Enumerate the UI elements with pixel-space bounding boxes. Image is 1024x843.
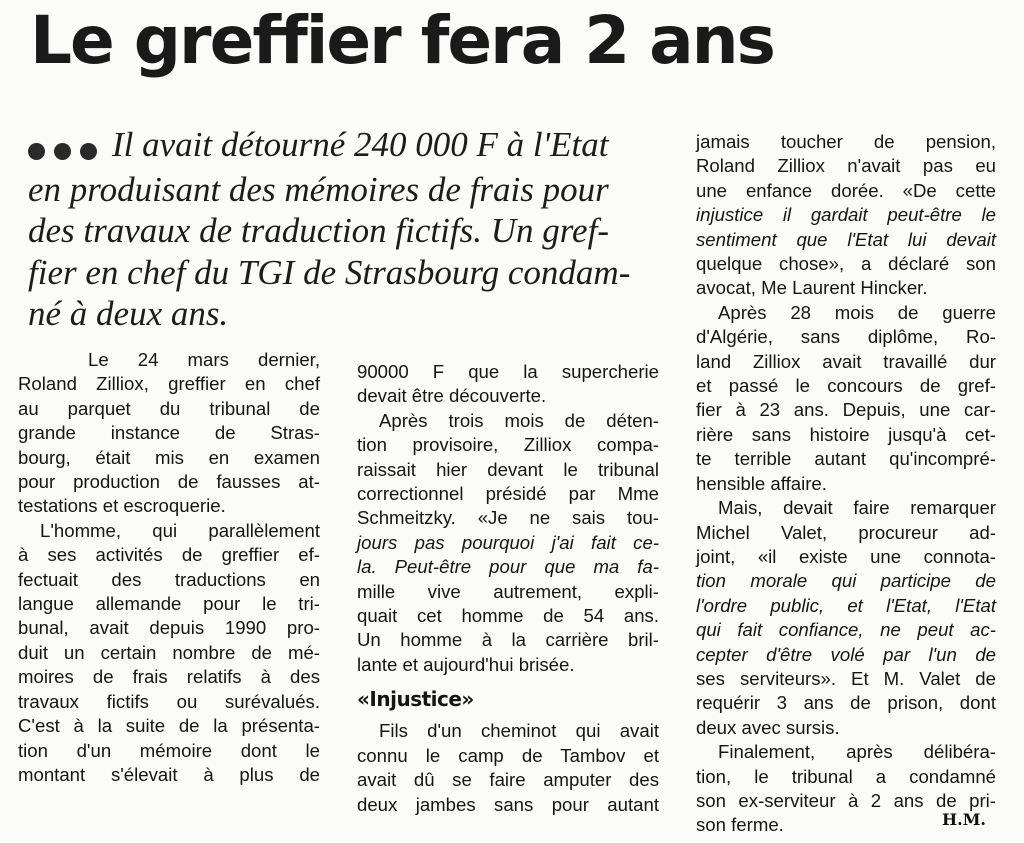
text-line: jamais toucher de pension, [696,131,996,152]
text-line: ses serviteurs». Et M. Valet de [696,667,996,689]
text-line: une enfance dorée. «De cette [696,179,996,201]
section-subheading: «Injustice» [357,687,474,712]
text-line: Michel Valet, procureur ad- [696,521,996,543]
text-line: au parquet du tribunal de [18,397,320,419]
text-line: quait cet homme de 54 ans. [357,605,659,627]
text-line: fier à 23 ans. Depuis, une car- [696,399,996,421]
text-line: l'ordre public, et l'Etat, l'Etat [696,594,996,616]
text-line: sentiment que l'Etat lui devait [696,228,996,250]
text-line: montant s'élevait à plus de [18,763,320,785]
text-line: bourg, était mis en examen [18,446,320,468]
text-line: à ses activités de greffier ef- [18,544,320,566]
text-line: devait être découverte. [357,385,547,407]
text-line: cepter d'être volé par l'un de [696,643,996,665]
text-line: Schmeitzky. «Je ne sais tou- [357,507,659,529]
text-line: bunal, avait depuis 1990 pro- [18,617,320,639]
text-line: hensible affaire. [696,472,827,494]
text-line: deux jambes sans pour autant [357,793,659,815]
text-line: deux avec sursis. [696,716,840,738]
text-line: raissait hier devant le tribunal [357,458,659,480]
text-line: testations et escroquerie. [18,495,226,517]
text-line: joint, «il existe une connota- [696,545,996,567]
text-line: requérir 3 ans de prison, dont [696,692,996,714]
article-column-3 [696,130,996,838]
text-line: Après trois mois de déten- [379,409,659,431]
article-lead [28,124,668,335]
text-line: Le 24 mars dernier, [88,349,320,370]
article-column-2 [357,360,659,817]
text-line: tion provisoire, Zilliox compa- [357,434,659,456]
text-line: quelque chose», a déclaré son [696,253,996,275]
text-line: avait dû se faire amputer des [357,769,659,791]
text-line: Un homme à la carrière bril- [357,629,659,651]
text-line: te terrible autant qu'incompré- [696,448,996,470]
article-column-1 [18,348,320,787]
text-line: Fils d'un cheminot qui avait [379,720,659,742]
text-line: Roland Zilliox n'avait pas eu [696,155,996,177]
text-line: L'homme, qui parallèlement [40,519,320,541]
text-line: avocat, Me Laurent Hincker. [696,277,928,299]
text-line: land Zilliox avait travaillé dur [696,350,996,372]
lead-line: Il avait détourné 240 000 F à l'Etat [28,124,668,169]
text-line: rière sans histoire jusqu'à cet- [696,423,996,445]
article-headline: Le greffier fera 2 ans [30,2,774,79]
text-line: tion d'un mémoire dont le [18,739,320,761]
text-line: Roland Zilliox, greffier en chef [18,373,320,395]
text-line: d'Algérie, sans diplôme, Ro- [696,326,996,348]
lead-line: né à deux ans. [28,294,229,334]
text-line: lante et aujourd'hui brisée. [357,653,575,675]
text-line: et passé le concours de gref- [696,375,996,397]
text-line: moires de frais relatifs à des [18,666,320,688]
text-line: jours pas pourquoi j'ai fait ce- [357,531,659,553]
text-line: correctionnel présidé par Mme [357,483,659,505]
text-line: Mais, devait faire remarquer [718,497,996,519]
text-line: grande instance de Stras- [18,422,320,444]
text-line: duit un certain nombre de mé- [18,641,320,663]
text-line: la. Peut-être pour que ma fa- [357,556,659,578]
text-line: 90000 F que la supercherie [357,361,659,382]
text-line: son ferme. [696,814,784,836]
text-line: tion morale qui participe de [696,570,996,592]
text-line: pour production de fausses at- [18,471,320,493]
lead-line: en produisant des mémoires de frais pour [28,169,609,209]
text-line: fectuait des traductions en [18,568,320,590]
text-line: Finalement, après délibéra- [718,741,996,763]
text-line: injustice il gardait peut-être le [696,204,996,226]
text-line: langue allemande pour le tri- [18,593,320,615]
text-line: connu le camp de Tambov et [357,744,659,766]
text-line: C'est à la suite de la présenta- [18,715,320,737]
text-line: tion, le tribunal a condamné [696,765,996,787]
text-line: Après 28 mois de guerre [718,301,996,323]
lead-line: fier en chef du TGI de Strasbourg condam- [28,252,631,292]
lead-line: des travaux de traduction fictifs. Un gref- [28,211,609,251]
text-line: son ex-serviteur à 2 ans de pri- [696,789,996,811]
text-line: qui fait confiance, ne peut ac- [696,619,996,641]
author-signature: H.M. [942,810,986,829]
text-line: mille vive autrement, expli- [357,580,659,602]
text-line: travaux fictifs ou surévalués. [18,690,320,712]
bullet-dots-icon [28,127,106,169]
